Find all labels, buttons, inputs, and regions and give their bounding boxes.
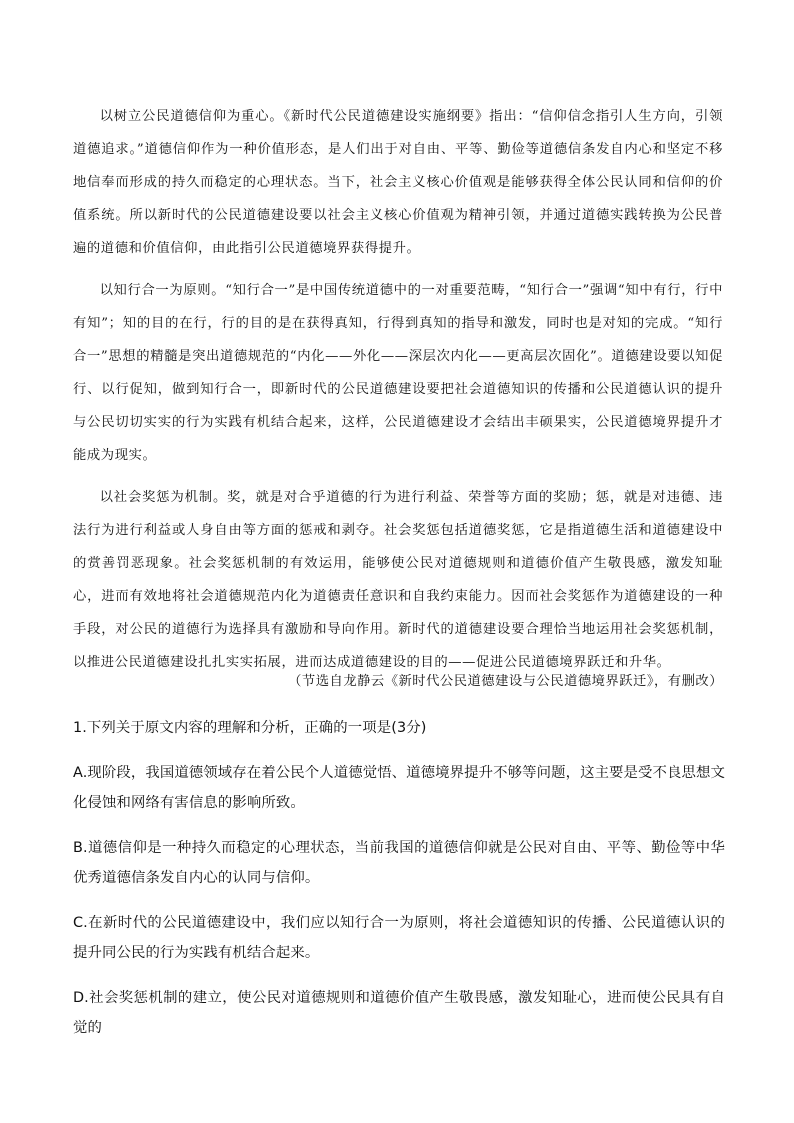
passage-paragraph-3: 以社会奖惩为机制。奖，就是对合乎道德的行为进行利益、荣誉等方面的奖励；惩，就是对违德、违法行为进行利益或人身自由等方面的惩戒和剥夺。社会奖惩包括道德奖惩，它是指道德生活和道德建设中的赏善罚恶现象。社会奖惩机制的有效运用，能够使公民对道德规则和道德价值产生敬畏感，激发知耻心，进而有效地将社会道德规范内化为道德责任意识和自我约束能力。因而社会奖惩作为道德建设的一种手段，对公民的道德行为选择具有激励和导向作用。新时代的道德建设要合理恰当地运用社会奖惩机制，以推进公民道德建设扎扎实实拓展，进而达成道德建设的目的——促进公民道德境界跃迁和升华。 bbox=[73, 490, 723, 670]
question-block bbox=[73, 713, 725, 1058]
passage-source: （节选自龙静云《新时代公民道德建设与公民道德境界跃迁》，有删改） bbox=[288, 674, 723, 689]
option-b: B.道德信仰是一种持久而稳定的心理状态，当前我国的道德信仰就是公民对自由、平等、勤俭等中华优秀道德信条发自内心的认同与信仰。 bbox=[73, 840, 725, 886]
passage-paragraph-1: 以树立公民道德信仰为重心。《新时代公民道德建设实施纲要》指出：“信仰信念指引人生方向，引领道德追求。”道德信仰作为一种价值形态，是人们出于对自由、平等、勤俭等道德信条发自内心和坚定不移地信奉而形成的持久而稳定的心理状态。当下，社会主义核心价值观是能够获得全体公民认同和信仰的价值系统。所以新时代的公民道德建设要以社会主义核心价值观为精神引领，并通过道德实践转换为公民普遍的道德和价值信仰，由此指引公民道德境界获得提升。 bbox=[73, 109, 723, 256]
question-stem: 1.下列关于原文内容的理解和分析，正确的一项是(3分) bbox=[73, 720, 427, 736]
option-a: A.现阶段，我国道德领域存在着公民个人道德觉悟、道德境界提升不够等问题，这主要是受不良思想文化侵蚀和网络有害信息的影响所致。 bbox=[73, 765, 725, 811]
reading-passage bbox=[73, 100, 723, 688]
option-c: C.在新时代的公民道德建设中，我们应以知行合一为原则，将社会道德知识的传播、公民道德认识的提升同公民的行为实践有机结合起来。 bbox=[73, 915, 725, 961]
option-d: D.社会奖惩机制的建立，使公民对道德规则和道德价值产生敬畏感，激发知耻心，进而使公民具有自觉的 bbox=[73, 990, 725, 1036]
passage-paragraph-2: 以知行合一为原则。“知行合一”是中国传统道德中的一对重要范畴，“知行合一”强调“知中有行，行中有知”；知的目的在行，行的目的是在获得真知，行得到真知的指导和激发，同时也是对知的完成。“知行合一”思想的精髓是突出道德规范的“内化——外化——深层次内化——更高层次固化”。道德建设要以知促行、以行促知，做到知行合一，即新时代的公民道德建设要把社会道德知识的传播和公民道德认识的提升与公民切切实实的行为实践有机结合起来，这样，公民道德建设才会结出丰硕果实，公民道德境界提升才能成为现实。 bbox=[73, 283, 723, 463]
